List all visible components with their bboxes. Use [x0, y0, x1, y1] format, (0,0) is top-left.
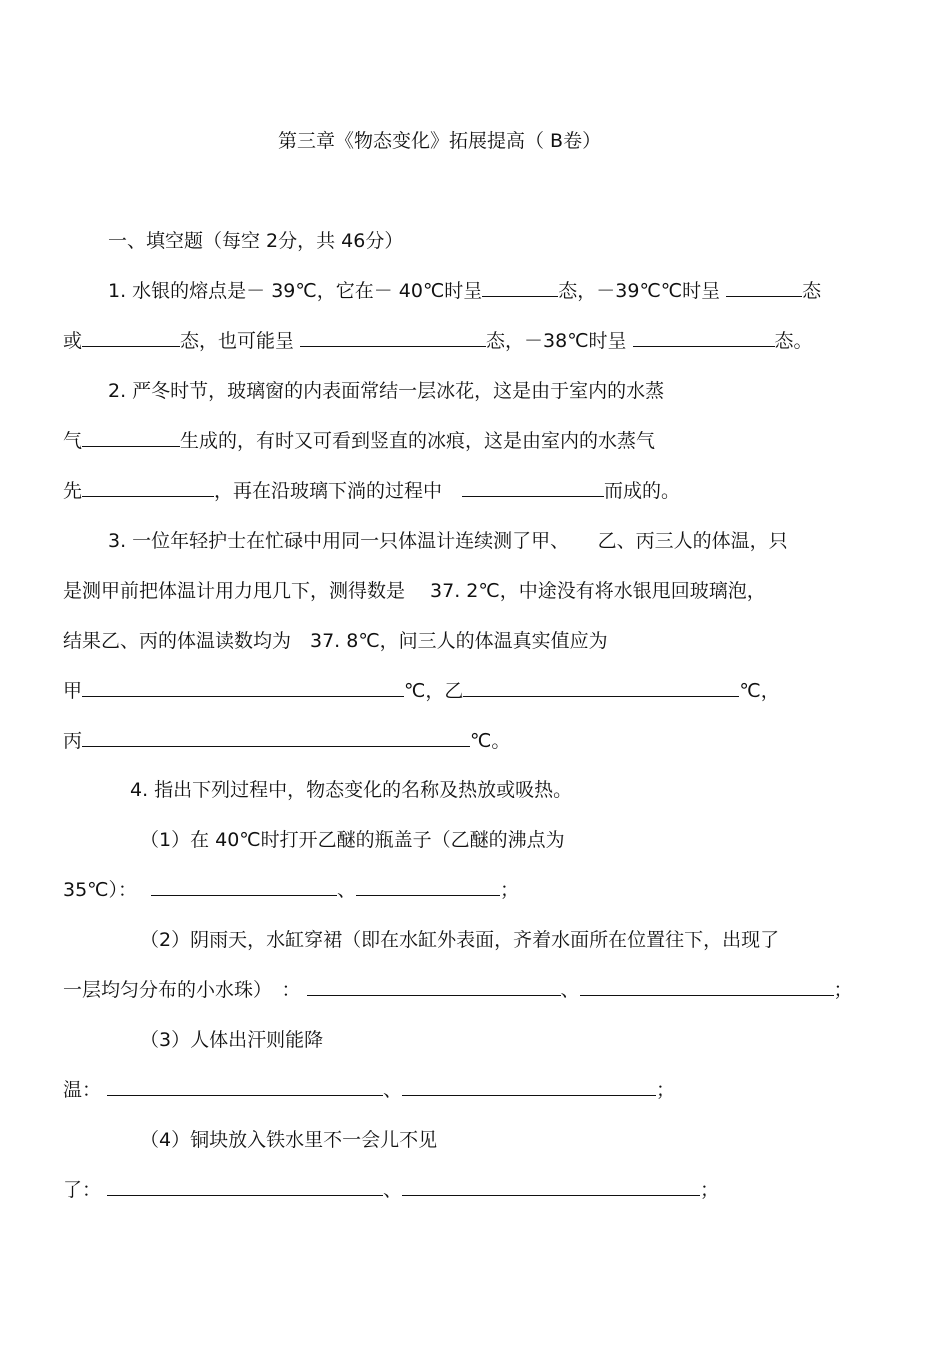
- q3-blank-1[interactable]: [82, 678, 404, 697]
- question-2-line-2: [63, 428, 655, 454]
- question-3-line-2: 是测甲前把体温计用力甩几下，测得数是 37. 2℃，中途没有将水银甩回玻璃泡，: [63, 580, 766, 602]
- q1-blank-5[interactable]: [633, 328, 775, 347]
- q1-text-e: 态，也可能呈: [180, 330, 295, 352]
- question-4-1-line-2: [63, 877, 519, 903]
- question-1-line-2: [63, 328, 813, 354]
- question-4-3-line-1: （3）人体出汗则能降: [140, 1029, 324, 1051]
- q2-blank-2[interactable]: [82, 478, 214, 497]
- question-4-4-line-2: [63, 1177, 719, 1203]
- section-heading: 一、填空题（每空 2分，共 46分）: [108, 230, 404, 252]
- page-title: 第三章《物态变化》拓展提高（ B卷）: [278, 130, 602, 152]
- question-4-3-line-2: [63, 1077, 675, 1103]
- q2-blank-3[interactable]: [462, 478, 604, 497]
- q4-2-semi: ；: [833, 979, 853, 1001]
- question-4-intro: 4. 指出下列过程中，物态变化的名称及热放或吸热。: [130, 779, 573, 801]
- q2-text-b: 气: [63, 430, 83, 452]
- question-4-1-line-1: （1）在 40℃时打开乙醚的瓶盖子（乙醚的沸点为: [140, 829, 565, 851]
- question-3-line-5: [63, 728, 510, 754]
- q4-1-label: 35℃）：: [63, 879, 138, 901]
- q3-text-d: 甲: [63, 680, 83, 702]
- q4-3-blank-1[interactable]: [107, 1077, 383, 1096]
- question-2-line-3: [63, 478, 680, 504]
- question-4-2-line-1: （2）阴雨天，水缸穿裙（即在水缸外表面，齐着水面所在位置往下，出现了: [140, 929, 780, 951]
- question-3-line-1: 3. 一位年轻护士在忙碌中用同一只体温计连续测了甲、 乙、丙三人的体温，只: [108, 530, 788, 552]
- q1-text-a: 1. 水银的熔点是－ 39℃，它在－ 40℃时呈: [108, 280, 483, 302]
- q1-blank-3[interactable]: [82, 328, 180, 347]
- q4-1-sep: 、: [337, 879, 357, 901]
- q2-text-d: 先: [63, 480, 83, 502]
- q4-2-blank-1[interactable]: [307, 977, 561, 996]
- question-1-line-1: [108, 278, 821, 304]
- q3-text-h: ℃。: [470, 730, 511, 752]
- question-3-line-4: [63, 678, 780, 704]
- q4-1-blank-2[interactable]: [356, 877, 500, 896]
- q1-text-c: 态: [802, 280, 822, 302]
- question-2-line-1: 2. 严冬时节，玻璃窗的内表面常结一层冰花，这是由于室内的水蒸: [108, 380, 665, 402]
- q4-4-label: 了：: [63, 1179, 102, 1201]
- q4-1-semi: ；: [500, 879, 520, 901]
- q4-4-blank-2[interactable]: [402, 1177, 700, 1196]
- q4-2-sep: 、: [560, 979, 580, 1001]
- q1-text-g: 态。: [774, 330, 813, 352]
- q2-blank-1[interactable]: [82, 428, 180, 447]
- q4-3-label: 温：: [63, 1079, 102, 1101]
- q4-4-sep: 、: [383, 1179, 403, 1201]
- q1-blank-4[interactable]: [300, 328, 486, 347]
- q2-text-c: 生成的，有时又可看到竖直的冰痕，这是由室内的水蒸气: [180, 430, 656, 452]
- q3-blank-3[interactable]: [82, 728, 470, 747]
- question-4-4-line-1: （4）铜块放入铁水里不一会儿不见: [140, 1129, 438, 1151]
- q4-1-blank-1[interactable]: [151, 877, 337, 896]
- question-3-line-3: 结果乙、丙的体温读数均为 37. 8℃，问三人的体温真实值应为: [63, 630, 608, 652]
- q3-text-e: ℃，乙: [404, 680, 464, 702]
- q1-blank-1[interactable]: [482, 278, 558, 297]
- q4-2-blank-2[interactable]: [580, 977, 834, 996]
- q2-text-e: ，再在沿玻璃下淌的过程中: [214, 480, 443, 502]
- q1-text-d: 或: [63, 330, 83, 352]
- q4-3-sep: 、: [383, 1079, 403, 1101]
- q1-text-f: 态，－38℃时呈: [486, 330, 627, 352]
- question-4-2-line-2: [63, 977, 853, 1003]
- q1-blank-2[interactable]: [726, 278, 802, 297]
- q4-2-label: 一层均匀分布的小水珠） ：: [63, 979, 301, 1001]
- q4-3-semi: ；: [656, 1079, 676, 1101]
- q4-4-blank-1[interactable]: [107, 1177, 383, 1196]
- q4-3-blank-2[interactable]: [402, 1077, 656, 1096]
- q4-4-semi: ；: [700, 1179, 720, 1201]
- q3-text-g: 丙: [63, 730, 83, 752]
- q3-blank-2[interactable]: [463, 678, 739, 697]
- q3-text-f: ℃，: [739, 680, 780, 702]
- q1-text-b: 态，－39℃℃时呈: [558, 280, 721, 302]
- q2-text-f: 而成的。: [604, 480, 681, 502]
